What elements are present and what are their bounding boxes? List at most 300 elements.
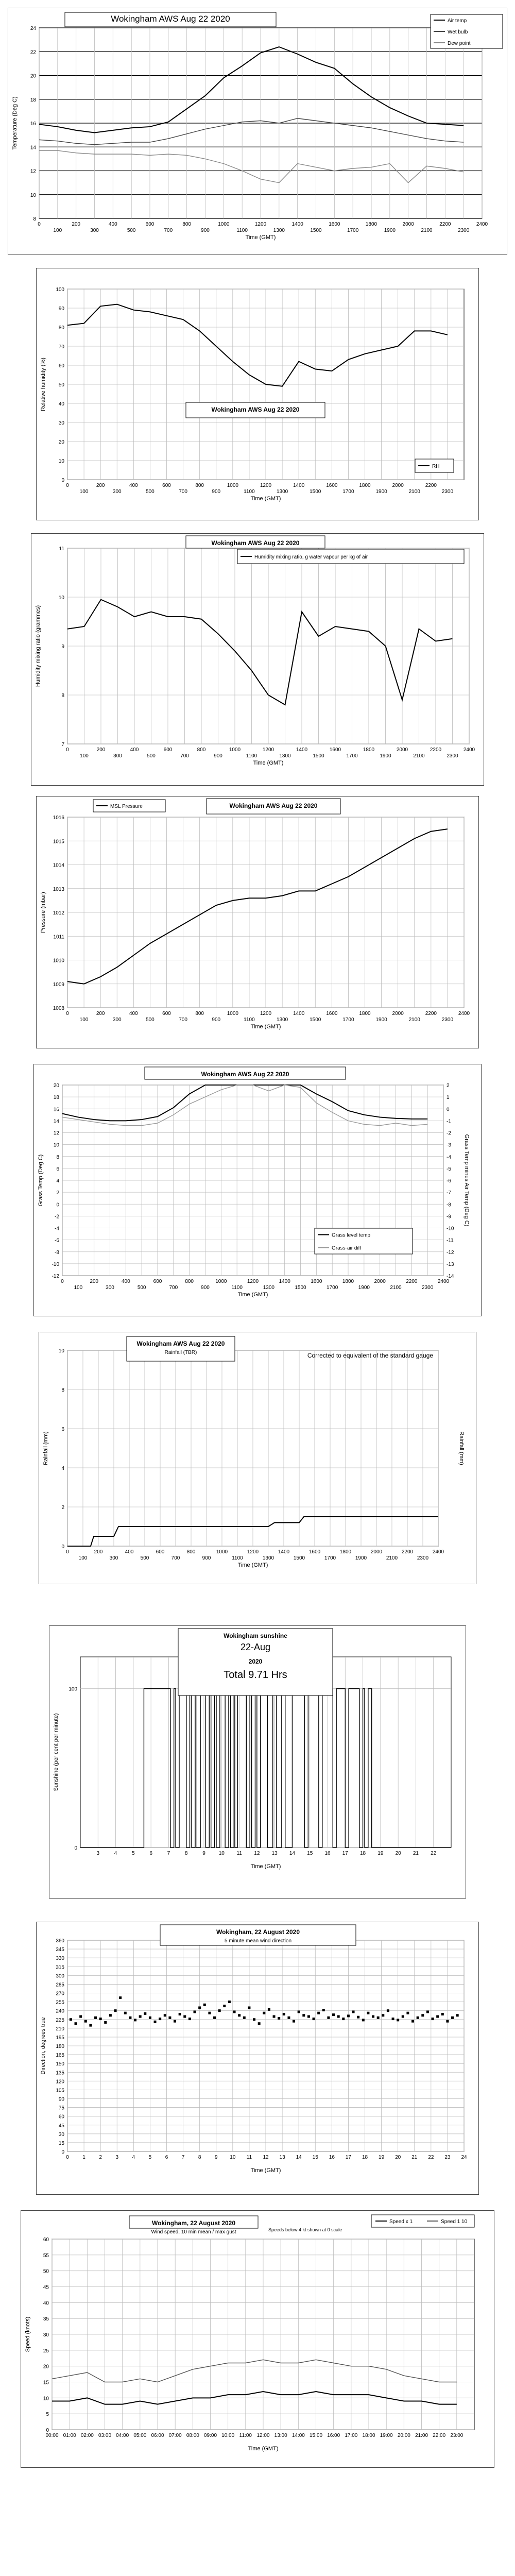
data-point (129, 2016, 131, 2019)
x-tick-label: 0 (38, 222, 41, 227)
y-tick-label: 20 (43, 2364, 49, 2370)
rainfall-chart-panel (39, 1332, 476, 1584)
data-point (332, 2013, 335, 2016)
data-point (79, 2015, 82, 2018)
x-tick-label: 800 (182, 222, 192, 227)
data-point (238, 2014, 241, 2016)
x-tick-label: 21 (411, 2155, 418, 2160)
x-tick-label: 1300 (276, 489, 288, 495)
x-tick-label: 20 (395, 2155, 401, 2160)
x-tick-label: 1500 (310, 228, 322, 233)
x-tick-label: 05:00 (133, 2433, 147, 2438)
x-tick-label: 800 (185, 1279, 194, 1284)
data-point (268, 2008, 270, 2011)
x-tick-label: 21:00 (415, 2433, 428, 2438)
x-tick-label: 12 (254, 1851, 260, 1856)
data-point (243, 2016, 246, 2019)
x-tick-label: 09:00 (203, 2433, 217, 2438)
x-tick-label: 2000 (392, 1011, 404, 1016)
x-tick-label: 3 (115, 2155, 119, 2160)
x-tick-label: 2400 (458, 1011, 470, 1016)
x-tick-label: 00:00 (45, 2433, 59, 2438)
x-tick-label: 2300 (447, 753, 458, 759)
data-point (213, 2016, 216, 2019)
y-tick-label: 30 (58, 420, 64, 426)
y-tick-label: 315 (56, 1964, 64, 1971)
x-tick-label: 100 (79, 489, 89, 495)
mixing-ratio-chart-panel (31, 533, 484, 786)
y-tick-label: 45 (58, 2123, 64, 2129)
x-tick-label: 6 (165, 2155, 168, 2160)
data-point (134, 2019, 136, 2021)
x-tick-label: 100 (80, 753, 89, 759)
y2-tick-label: -8 (447, 1202, 451, 1208)
data-point (183, 2015, 186, 2018)
x-tick-label: 1800 (365, 222, 377, 227)
chart-title: Wokingham AWS Aug 22 2020 (201, 1071, 289, 1078)
x-tick-label: 1400 (296, 747, 308, 753)
x-tick-label: 2200 (406, 1279, 418, 1284)
y-tick-label: 0 (61, 478, 64, 483)
x-tick-label: 2300 (441, 489, 454, 495)
y-tick-label: 16 (53, 1107, 59, 1113)
data-point (258, 2022, 261, 2025)
x-axis-label: Time (GMT) (245, 234, 276, 241)
wind-speed-chart (21, 2211, 494, 2467)
chart-subtitle: Wind speed, 10 min mean / max gust (151, 2229, 236, 2235)
x-tick-label: 20 (395, 1851, 401, 1856)
x-tick-label: 1600 (326, 483, 338, 488)
data-point (446, 2020, 449, 2023)
chart-title: Wokingham, 22 August 2020 (216, 1928, 300, 1936)
y-tick-label: 12 (53, 1130, 59, 1137)
y-tick-label: 180 (56, 2044, 64, 2049)
data-point (159, 2018, 161, 2020)
x-tick-label: 22:00 (433, 2433, 446, 2438)
y-tick-label: 165 (56, 2053, 64, 2059)
x-tick-label: 700 (164, 228, 173, 233)
data-point (84, 2020, 87, 2023)
x-tick-label: 2200 (401, 1549, 414, 1555)
x-tick-label: 4 (132, 2155, 135, 2160)
legend-label: Speed x 1 (389, 2219, 413, 2225)
chart-title: Wokingham sunshine (224, 1632, 287, 1639)
x-tick-label: 2200 (439, 222, 451, 227)
data-point (89, 2024, 92, 2027)
x-tick-label: 1100 (246, 753, 258, 759)
y-tick-label: 1014 (53, 862, 64, 869)
data-point (382, 2014, 384, 2016)
x-tick-label: 500 (127, 228, 136, 233)
x-tick-label: 0 (66, 483, 69, 488)
x-tick-label: 300 (106, 1285, 114, 1291)
x-tick-label: 600 (153, 1279, 162, 1284)
y-tick-label: 0 (61, 2149, 64, 2155)
data-point (70, 2018, 72, 2021)
y-axis-label: Sunshine (per cent per minute) (53, 1713, 59, 1791)
x-tick-label: 600 (162, 483, 171, 488)
data-point (248, 2006, 250, 2009)
y-tick-label: 225 (56, 2017, 64, 2023)
x-tick-label: 1100 (244, 1017, 255, 1023)
x-tick-label: 1700 (324, 1555, 336, 1561)
data-point (283, 2013, 285, 2015)
y-tick-label: 14 (53, 1118, 59, 1125)
y-tick-label: 16 (30, 121, 36, 127)
x-tick-label: 22 (428, 2155, 434, 2160)
x-tick-label: 12:00 (256, 2433, 270, 2438)
x-tick-label: 06:00 (151, 2433, 164, 2438)
x-tick-label: 100 (53, 228, 62, 233)
y-tick-label: 1015 (53, 839, 64, 845)
data-point (263, 2012, 265, 2014)
x-tick-label: 500 (137, 1285, 146, 1291)
x-axis-label: Time (GMT) (250, 496, 281, 502)
chart-total: Total 9.71 Hrs (224, 1669, 287, 1681)
y-tick-label: 1013 (53, 886, 64, 892)
data-point (417, 2016, 419, 2019)
pressure-chart-panel (36, 796, 479, 1048)
chart-title: Wokingham AWS Aug 22 2020 (136, 1340, 225, 1347)
x-tick-label: 2100 (421, 228, 433, 233)
y-tick-label: 360 (56, 1938, 64, 1944)
y2-tick-label: -14 (447, 1274, 454, 1279)
x-axis-label: Time (GMT) (237, 1292, 268, 1298)
relative-humidity-chart (37, 268, 478, 520)
x-tick-label: 20:00 (397, 2433, 410, 2438)
x-tick-label: 200 (96, 483, 105, 488)
x-tick-label: 0 (66, 1011, 69, 1016)
x-tick-label: 5 (132, 1851, 135, 1856)
x-tick-label: 1000 (229, 747, 241, 753)
y-tick-label: -10 (52, 1261, 59, 1267)
data-point (347, 2014, 350, 2017)
data-point (188, 2018, 191, 2020)
temperature-chart (8, 8, 507, 255)
y-tick-label: 18 (30, 97, 36, 103)
x-tick-label: 1500 (310, 1017, 321, 1023)
x-tick-label: 1 (82, 2155, 85, 2160)
y-tick-label: 20 (53, 1083, 59, 1089)
x-tick-label: 1600 (311, 1279, 322, 1284)
y2-tick-label: -3 (447, 1142, 451, 1148)
x-tick-label: 8 (198, 2155, 201, 2160)
y-tick-label: 55 (43, 2252, 49, 2259)
x-tick-label: 1200 (260, 483, 272, 488)
x-tick-label: 15 (307, 1851, 313, 1856)
y-tick-label: 8 (56, 1154, 59, 1160)
x-tick-label: 1300 (276, 1017, 288, 1023)
x-tick-label: 1400 (293, 483, 305, 488)
y-tick-label: 6 (56, 1166, 59, 1172)
y-tick-label: 45 (43, 2284, 49, 2291)
data-point (114, 2009, 117, 2012)
y-tick-label: 70 (58, 344, 64, 350)
x-tick-label: 1300 (273, 228, 285, 233)
x-tick-label: 600 (156, 1549, 165, 1555)
y-tick-label: 8 (61, 693, 64, 699)
data-point (372, 2015, 374, 2018)
x-tick-label: 2100 (386, 1555, 398, 1561)
x-tick-label: 17 (342, 1851, 348, 1856)
x-tick-label: 1800 (359, 1011, 371, 1016)
x-tick-label: 04:00 (116, 2433, 129, 2438)
x-tick-label: 17 (345, 2155, 351, 2160)
data-point (302, 2014, 305, 2016)
x-tick-label: 2400 (432, 1549, 444, 1555)
y-tick-label: 10 (58, 595, 64, 601)
x-tick-label: 2400 (463, 747, 475, 753)
x-tick-label: 200 (72, 222, 81, 227)
legend-label: Grass-air diff (332, 1245, 362, 1251)
x-tick-label: 1300 (279, 753, 291, 759)
y-tick-label: 1009 (53, 981, 64, 988)
data-point (109, 2014, 112, 2016)
x-tick-label: 08:00 (186, 2433, 199, 2438)
y-tick-label: 10 (58, 459, 64, 464)
grass-temperature-chart (34, 1064, 481, 1316)
data-point (198, 2006, 201, 2009)
x-tick-label: 1100 (231, 1285, 243, 1291)
x-tick-label: 1200 (260, 1011, 272, 1016)
x-tick-label: 1200 (262, 747, 274, 753)
x-tick-label: 2200 (425, 1011, 437, 1016)
x-tick-label: 03:00 (98, 2433, 112, 2438)
x-tick-label: 7 (181, 2155, 185, 2160)
x-tick-label: 1100 (244, 489, 255, 495)
data-point (208, 2012, 211, 2014)
y-tick-label: 210 (56, 2026, 64, 2032)
grass-temp-chart-panel (33, 1064, 482, 1316)
y-tick-label: 285 (56, 1982, 64, 1988)
y2-axis-label: Grass Temp minus Air Temp (Deg C) (464, 1134, 470, 1227)
x-tick-label: 200 (90, 1279, 99, 1284)
x-tick-label: 900 (202, 1555, 211, 1561)
y-tick-label: 90 (58, 2096, 64, 2103)
x-tick-label: 1400 (279, 1279, 290, 1284)
x-tick-label: 1000 (227, 1011, 238, 1016)
x-tick-label: 400 (121, 1279, 130, 1284)
data-point (75, 2022, 77, 2025)
y-tick-label: 270 (56, 1991, 64, 1997)
y-tick-label: 60 (58, 2114, 64, 2120)
y-tick-label: -4 (55, 1226, 59, 1232)
data-point (119, 1996, 122, 1999)
x-tick-label: 1500 (313, 753, 324, 759)
sunshine-chart-panel (49, 1625, 466, 1899)
x-tick-label: 2400 (437, 1279, 450, 1284)
y-tick-label: 10 (43, 2396, 49, 2402)
x-tick-label: 300 (112, 489, 122, 495)
x-tick-label: 11 (236, 1851, 242, 1856)
x-tick-label: 13 (271, 1851, 278, 1856)
x-tick-label: 1900 (375, 1017, 387, 1023)
x-tick-label: 16 (329, 2155, 335, 2160)
x-tick-label: 14:00 (291, 2433, 305, 2438)
data-point (273, 2015, 276, 2018)
x-tick-label: 21 (413, 1851, 419, 1856)
y-tick-label: 75 (58, 2105, 64, 2111)
x-tick-label: 18 (362, 2155, 368, 2160)
x-tick-label: 6 (149, 1851, 152, 1856)
data-point (377, 2016, 380, 2019)
x-tick-label: 2200 (430, 747, 442, 753)
x-tick-label: 1700 (347, 228, 359, 233)
x-tick-label: 2300 (417, 1555, 429, 1561)
x-axis-label: Time (GMT) (250, 1024, 281, 1030)
y-axis-label: Direction, degrees true (40, 2017, 46, 2075)
data-point (451, 2016, 454, 2019)
legend-label: Speed 1 10 (441, 2219, 468, 2225)
y-tick-label: 5 (46, 2412, 49, 2418)
y-tick-label: 30 (43, 2332, 49, 2338)
x-tick-label: 22 (431, 1851, 437, 1856)
x-tick-label: 1700 (327, 1285, 338, 1291)
x-tick-label: 1700 (342, 489, 354, 495)
x-tick-label: 2300 (422, 1285, 434, 1291)
x-axis-label: Time (GMT) (250, 2167, 281, 2174)
x-tick-label: 1900 (380, 753, 391, 759)
data-point (298, 2010, 300, 2013)
data-point (149, 2016, 151, 2019)
y-tick-label: 10 (53, 1142, 59, 1148)
x-tick-label: 1100 (232, 1555, 243, 1561)
y-tick-label: 4 (56, 1178, 59, 1184)
temperature-chart-panel (8, 8, 507, 255)
x-tick-label: 10 (230, 2155, 236, 2160)
legend-label: Humidity mixing ratio, g water vapour per kg of air (254, 554, 368, 560)
x-tick-label: 2100 (408, 489, 420, 495)
y-tick-label: 18 (53, 1095, 59, 1101)
y-tick-label: 15 (43, 2380, 49, 2386)
y2-tick-label: -4 (447, 1154, 451, 1160)
x-tick-label: 24 (461, 2155, 467, 2160)
legend-label: Air temp (448, 18, 467, 24)
x-tick-label: 1300 (263, 1285, 274, 1291)
y-tick-label: 14 (30, 145, 36, 151)
x-tick-label: 1600 (326, 1011, 338, 1016)
x-tick-label: 700 (169, 1285, 178, 1291)
y-tick-label: -12 (52, 1274, 59, 1279)
x-tick-label: 700 (179, 489, 187, 495)
x-tick-label: 9 (202, 1851, 205, 1856)
x-tick-label: 100 (78, 1555, 88, 1561)
data-point (436, 2015, 439, 2018)
data-point (144, 2012, 146, 2015)
x-tick-label: 1200 (247, 1279, 259, 1284)
y2-tick-label: -5 (447, 1166, 451, 1172)
data-point (441, 2013, 444, 2015)
x-tick-label: 700 (180, 753, 189, 759)
x-tick-label: 19:00 (380, 2433, 393, 2438)
data-point (426, 2010, 429, 2013)
x-tick-label: 200 (96, 1011, 105, 1016)
x-tick-label: 1800 (359, 483, 371, 488)
x-tick-label: 2000 (392, 483, 404, 488)
y2-axis-label: Rainfall (mm) (458, 1431, 465, 1465)
y-tick-label: 0 (56, 1202, 59, 1208)
data-point (421, 2014, 424, 2016)
x-tick-label: 18 (360, 1851, 366, 1856)
y2-tick-label: -2 (447, 1130, 451, 1137)
y-axis-label: Pressure (mbar) (40, 892, 46, 933)
x-tick-label: 2000 (374, 1279, 386, 1284)
data-point (218, 2009, 221, 2012)
x-tick-label: 800 (197, 747, 206, 753)
y-tick-label: 7 (61, 742, 64, 748)
wind-direction-chart-panel (36, 1922, 479, 2195)
y2-tick-label: 2 (447, 1083, 450, 1089)
x-tick-label: 700 (179, 1017, 187, 1023)
x-tick-label: 2000 (370, 1549, 383, 1555)
x-tick-label: 5 (148, 2155, 152, 2160)
y-tick-label: 30 (58, 2131, 64, 2138)
y-tick-label: 22 (30, 49, 36, 56)
x-tick-label: 11 (246, 2155, 252, 2160)
x-tick-label: 500 (147, 753, 156, 759)
legend-label: MSL Pressure (110, 804, 143, 809)
data-point (278, 2017, 280, 2020)
y-tick-label: 15 (58, 2140, 64, 2146)
y-tick-label: 12 (30, 168, 36, 175)
chart-title: Wokingham AWS Aug 22 2020 (211, 539, 300, 547)
data-point (411, 2020, 414, 2023)
y-tick-label: 100 (68, 1686, 77, 1692)
x-tick-label: 1000 (218, 222, 230, 227)
data-point (164, 2014, 166, 2016)
x-tick-label: 1900 (375, 489, 387, 495)
chart-year: 2020 (248, 1658, 263, 1665)
y-tick-label: 8 (61, 1387, 64, 1393)
data-point (397, 2019, 399, 2021)
x-tick-label: 17:00 (345, 2433, 358, 2438)
x-tick-label: 500 (140, 1555, 149, 1561)
x-tick-label: 500 (146, 489, 154, 495)
y-tick-label: 120 (56, 2079, 64, 2085)
y-axis-label: Speed (knots) (25, 2316, 31, 2352)
data-point (387, 2009, 389, 2012)
x-tick-label: 700 (171, 1555, 180, 1561)
x-tick-label: 600 (145, 222, 154, 227)
y-axis-label: Relative humidity (%) (40, 358, 46, 411)
y-tick-label: 40 (58, 401, 64, 407)
x-tick-label: 1400 (278, 1549, 290, 1555)
y-tick-label: 1016 (53, 815, 64, 821)
wind-speed-chart-panel (21, 2210, 494, 2468)
data-point (139, 2015, 142, 2018)
x-tick-label: 1700 (342, 1017, 354, 1023)
x-tick-label: 0 (66, 1549, 69, 1555)
x-tick-label: 1500 (293, 1555, 305, 1561)
y-tick-label: 345 (56, 1947, 64, 1953)
data-point (253, 2018, 255, 2021)
x-tick-label: 1200 (247, 1549, 259, 1555)
x-tick-label: 100 (79, 1017, 89, 1023)
y-tick-label: 0 (46, 2428, 49, 2433)
x-tick-label: 07:00 (168, 2433, 182, 2438)
x-tick-label: 1400 (293, 1011, 305, 1016)
x-tick-label: 200 (96, 747, 106, 753)
data-point (287, 2016, 290, 2019)
y-tick-label: 100 (56, 287, 64, 293)
x-tick-label: 15:00 (309, 2433, 323, 2438)
x-tick-label: 800 (186, 1549, 196, 1555)
x-tick-label: 1500 (295, 1285, 306, 1291)
y-tick-label: -8 (55, 1249, 59, 1256)
y-axis-label: Humidity mixing ratio (grammes) (35, 605, 41, 687)
x-tick-label: 800 (195, 483, 204, 488)
y-tick-label: 24 (30, 26, 36, 31)
